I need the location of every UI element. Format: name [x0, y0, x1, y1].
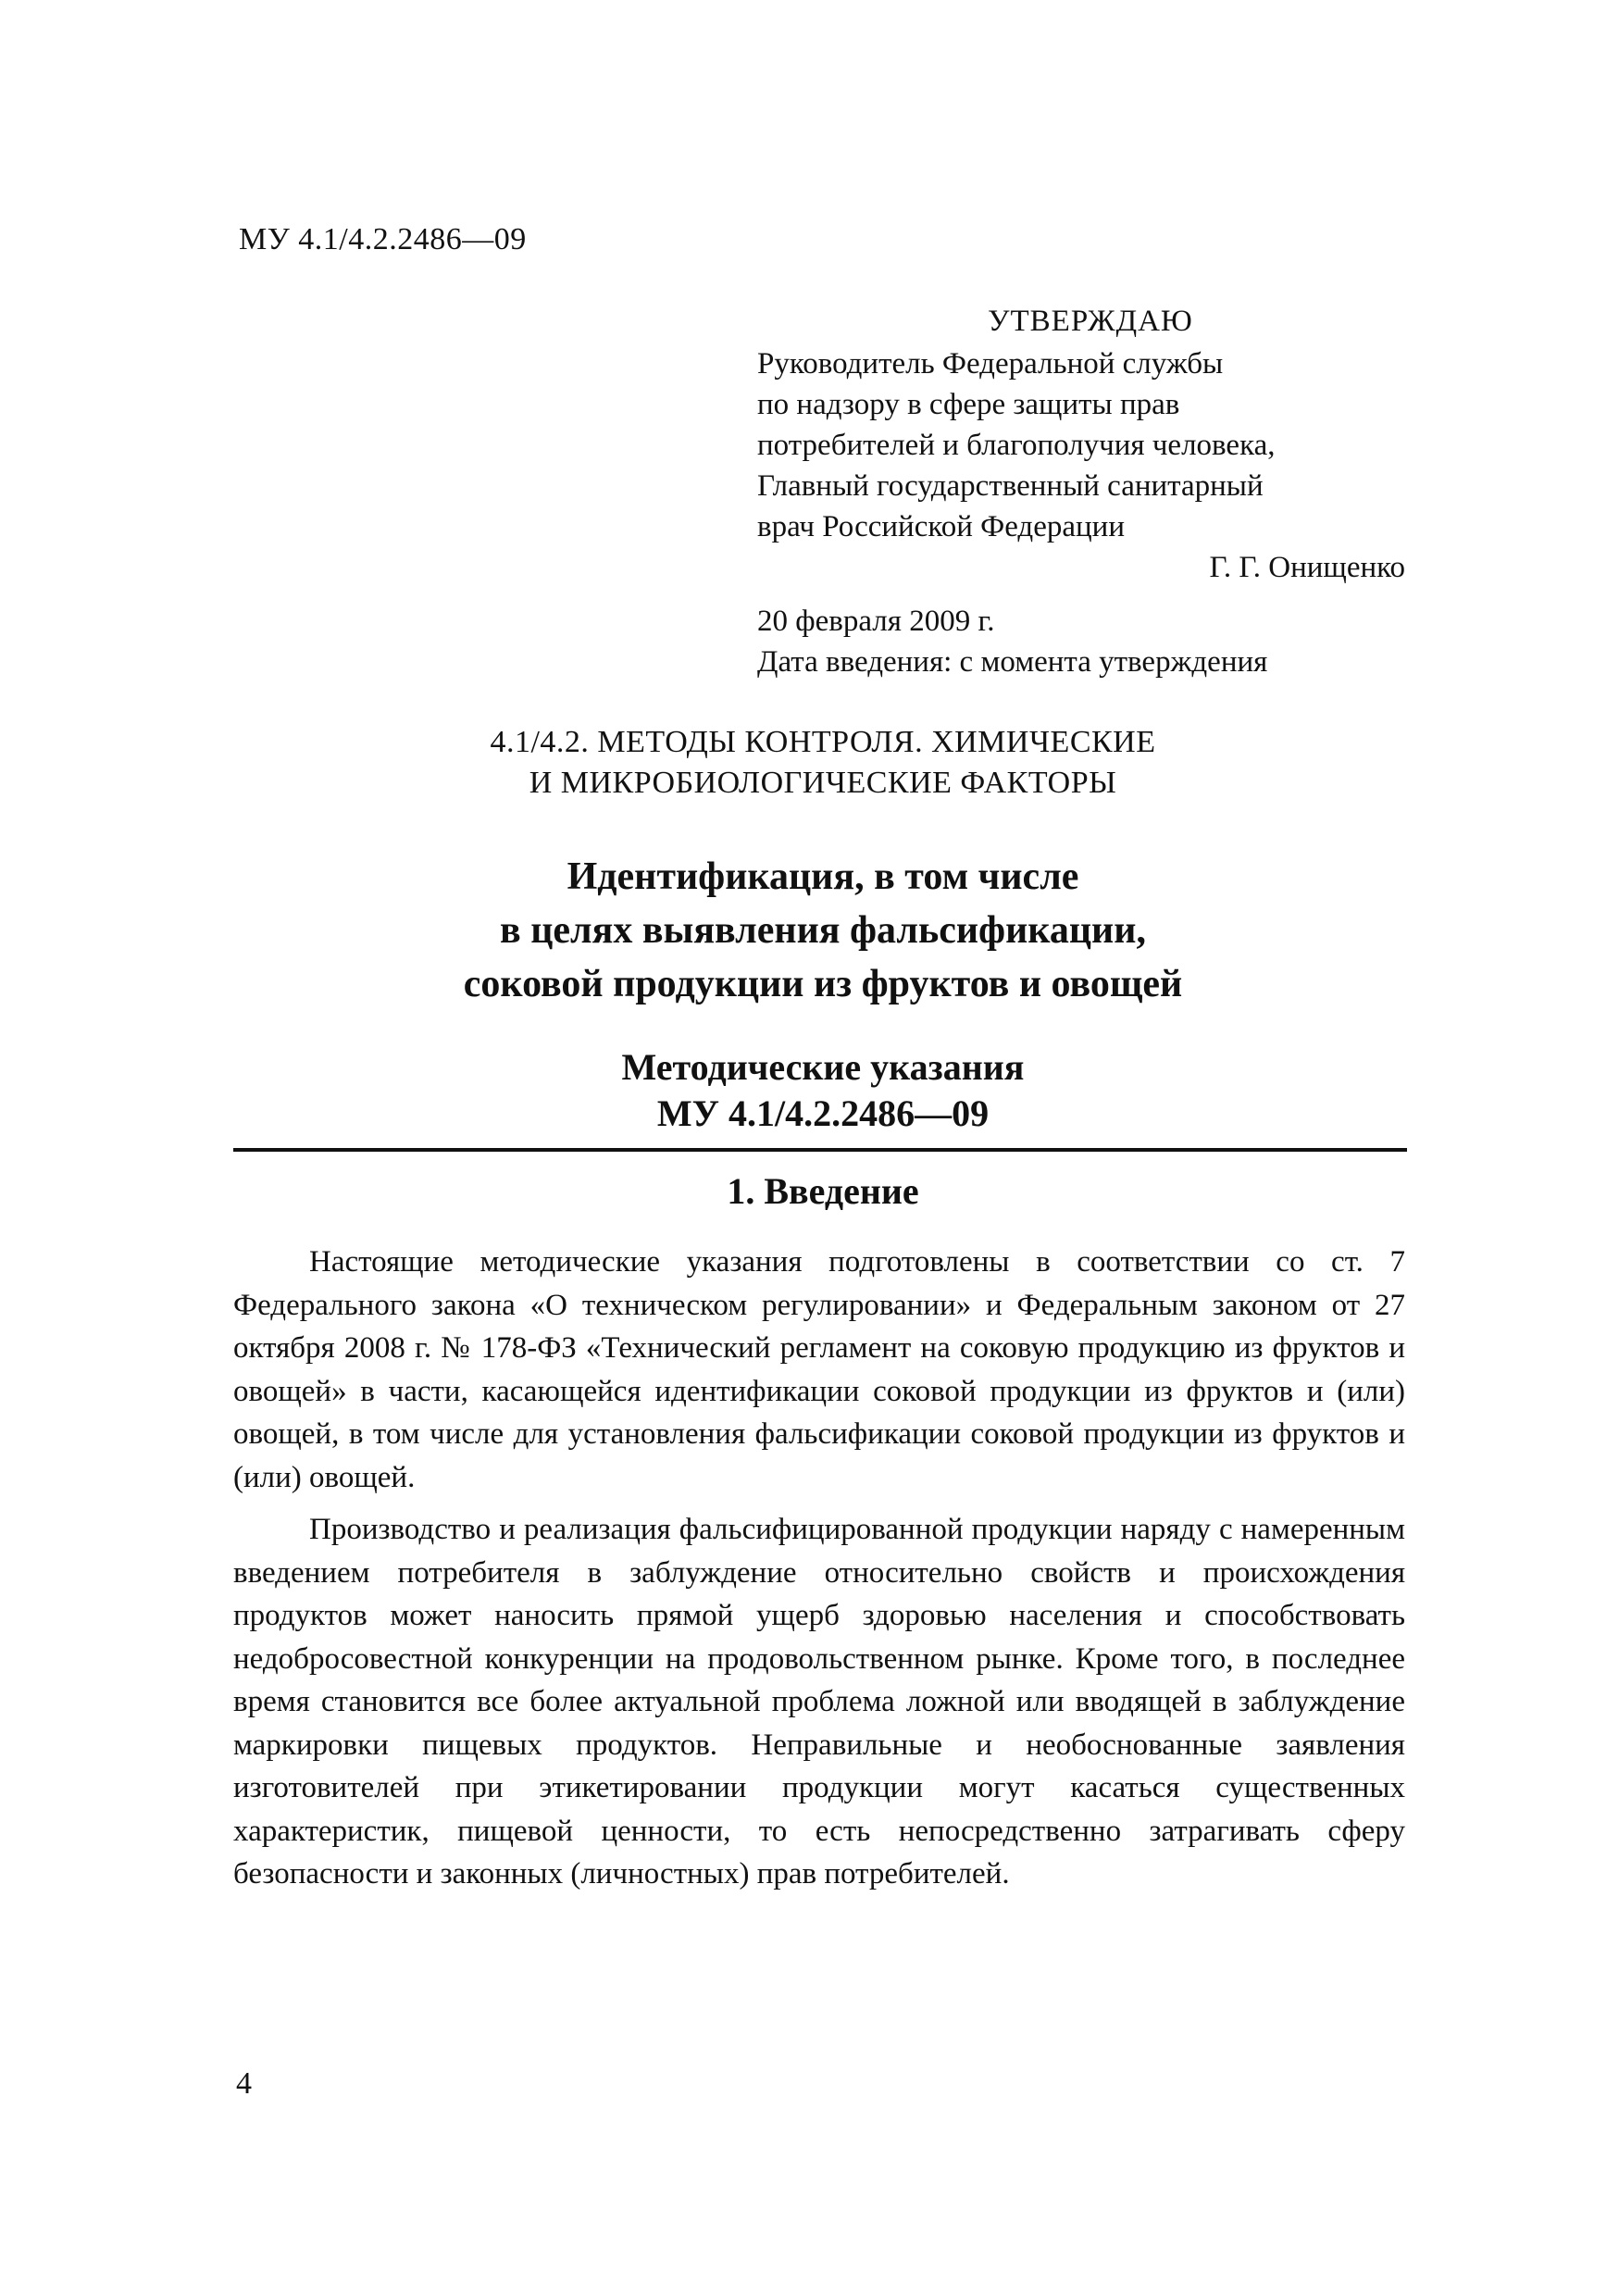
horizontal-divider — [233, 1148, 1407, 1152]
running-header-code: МУ 4.1/4.2.2486—09 — [239, 222, 527, 256]
intro-body — [233, 1241, 1405, 1905]
section-heading-line: 4.1/4.2. МЕТОДЫ КОНТРОЛЯ. ХИМИЧЕСКИЕ — [490, 725, 1156, 759]
approval-signer: Г. Г. Онищенко — [1209, 551, 1405, 584]
intro-heading: 1. Введение — [727, 1170, 919, 1212]
intro-paragraph: Настоящие методические указания подготовлены в соответствии со ст. 7 Федерального закона «О техническом регулировании» и Федеральным законом от 27 октября 2008 г. № 178-ФЗ «Технический регламент на соковую продукцию из фруктов и овощей» в части, касающейся идентификации соковой продукции из фруктов и (или) овощей, в том числе для установления фальсификации соковой продукции из фруктов и (или) овощей. — [233, 1245, 1405, 1494]
section-heading — [239, 722, 1407, 804]
intro-paragraph: Производство и реализация фальсифицированной продукции наряду с намеренным введением потребителя в заблуждение относительно свойств и происхождения продуктов может наносить прямой ущерб здоровью населения и способствовать недобросовестной конкуренции на продовольственном рынке. Кроме того, в последнее время становится все более актуальной проблема ложной или вводящей в заблуждение маркировки пищевых продуктов. Неправильные и необоснованные заявления изготовителей при этикетировании продукции могут касаться существенных характеристик, пищевой ценности, то есть непосредственно затрагивать сферу безопасности и законных (личностных) прав потребителей. — [233, 1513, 1405, 1890]
approval-block — [757, 301, 1405, 682]
document-title — [239, 850, 1407, 1011]
approval-title-line: Руководитель Федеральной службы — [757, 347, 1224, 381]
approval-title-line: Главный государственный санитарный — [757, 469, 1264, 503]
approval-title-line: потребителей и благополучия человека, — [757, 429, 1276, 462]
document-type-name: Методические указания — [621, 1046, 1025, 1088]
section-heading-line: И МИКРОБИОЛОГИЧЕСКИЕ ФАКТОРЫ — [529, 766, 1117, 800]
document-title-line: соковой продукции из фруктов и овощей — [463, 963, 1183, 1005]
document-title-line: в целях выявления фальсификации, — [500, 909, 1146, 952]
approval-title-line: врач Российской Федерации — [757, 510, 1125, 543]
approval-date: 20 февраля 2009 г. — [757, 605, 995, 638]
document-type-code: МУ 4.1/4.2.2486—09 — [656, 1092, 990, 1134]
approval-title-line: по надзору в сфере защиты прав — [757, 388, 1180, 421]
approval-stamp-word: УТВЕРЖДАЮ — [988, 305, 1193, 338]
document-title-line: Идентификация, в том числе — [567, 855, 1079, 898]
page-number: 4 — [236, 2066, 252, 2101]
effective-date: Дата введения: с момента утверждения — [757, 645, 1268, 679]
document-type — [239, 1044, 1407, 1137]
